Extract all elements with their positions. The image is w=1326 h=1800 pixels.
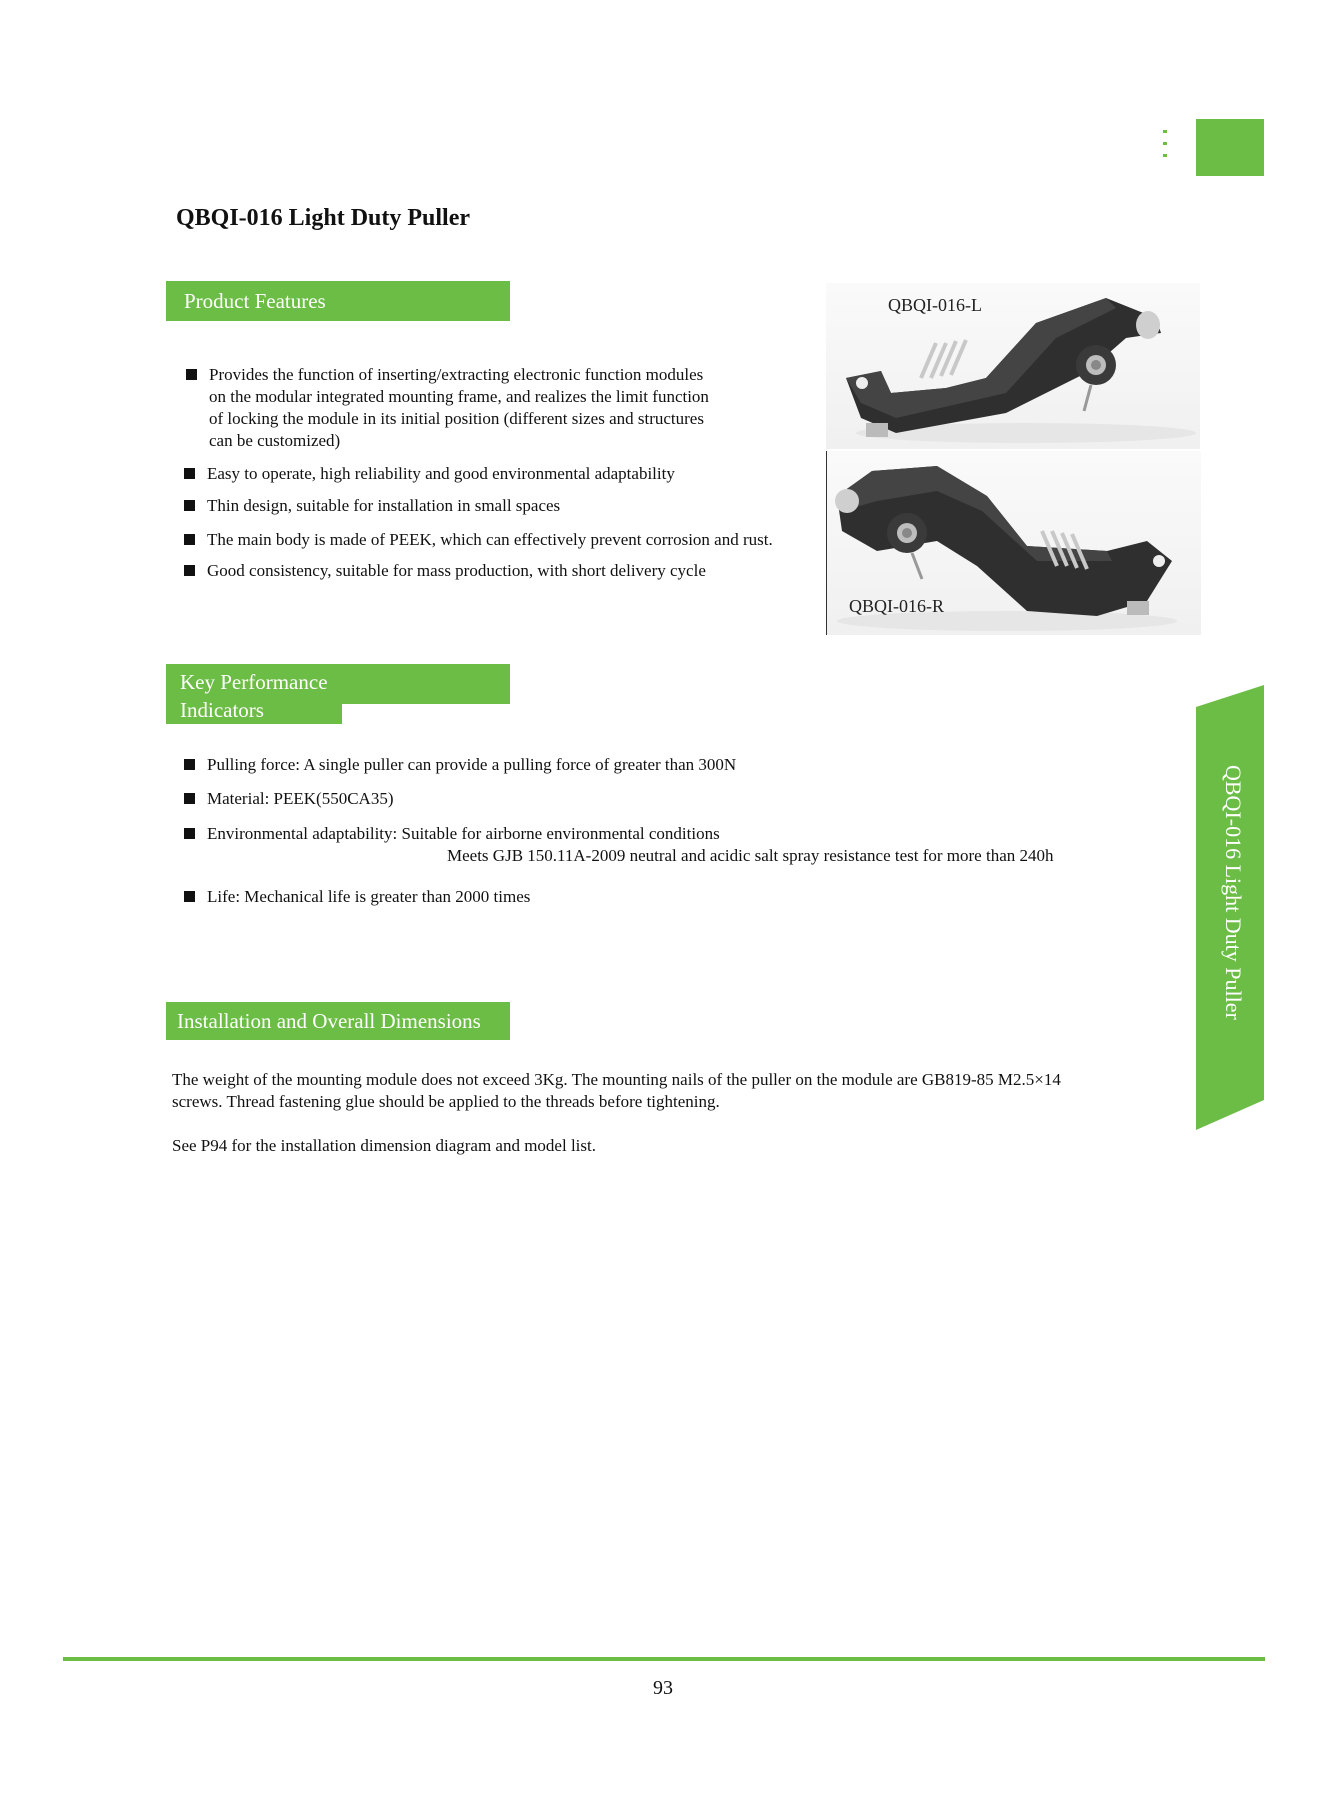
installation-note: See P94 for the installation dimension diagram and model list. xyxy=(172,1136,596,1155)
feature-line: can be customized) xyxy=(209,431,341,450)
kpi-heading: Key Performance xyxy=(166,664,510,704)
product-image-left-variant xyxy=(826,283,1200,449)
puller-l-illustration xyxy=(826,283,1200,449)
kpi-heading-continued: Indicators xyxy=(166,700,342,724)
image-caption-left: QBQI-016-L xyxy=(888,295,982,315)
corner-accent-block xyxy=(1196,119,1264,176)
kpi-item: Pulling force: A single puller can provide a pulling force of greater than 300N xyxy=(184,754,736,776)
kpi-item: Life: Mechanical life is greater than 2000 times xyxy=(184,886,530,908)
image-caption-right: QBQI-016-R xyxy=(849,596,944,616)
kpi-line: Environmental adaptability: Suitable for airborne environmental conditions xyxy=(207,824,720,843)
page-number: 93 xyxy=(653,1677,673,1699)
side-tab-label: QBQI-016 Light Duty Puller xyxy=(1221,765,1246,1020)
product-features-heading: Product Features xyxy=(166,281,510,321)
footer-rule xyxy=(63,1657,1265,1661)
installation-line: screws. Thread fastening glue should be applied to the threads before tightening. xyxy=(172,1092,720,1111)
installation-paragraph xyxy=(172,1069,1132,1113)
installation-heading: Installation and Overall Dimensions xyxy=(166,1002,510,1040)
feature-line: Provides the function of inserting/extracting electronic function modules xyxy=(209,365,704,384)
corner-dotted-line xyxy=(1163,130,1167,166)
feature-line: of locking the module in its initial position (different sizes and structures xyxy=(209,409,704,428)
page-title: QBQI-016 Light Duty Puller xyxy=(176,205,471,231)
kpi-line: Meets GJB 150.11A-2009 neutral and acidic salt spray resistance test for more than 240h xyxy=(447,846,1054,865)
feature-item: Good consistency, suitable for mass production, with short delivery cycle xyxy=(184,560,706,582)
feature-item: Thin design, suitable for installation in small spaces xyxy=(184,495,560,517)
installation-line: The weight of the mounting module does not exceed 3Kg. The mounting nails of the puller on the module are GB819-85 M2.5×14 xyxy=(172,1070,1061,1089)
feature-item: The main body is made of PEEK, which can effectively prevent corrosion and rust. xyxy=(184,529,773,551)
feature-item xyxy=(186,364,769,452)
kpi-item xyxy=(184,823,1107,867)
feature-line: on the modular integrated mounting frame, and realizes the limit function xyxy=(209,387,709,406)
kpi-item: Material: PEEK(550CA35) xyxy=(184,788,394,810)
feature-item: Easy to operate, high reliability and good environmental adaptability xyxy=(184,463,675,485)
